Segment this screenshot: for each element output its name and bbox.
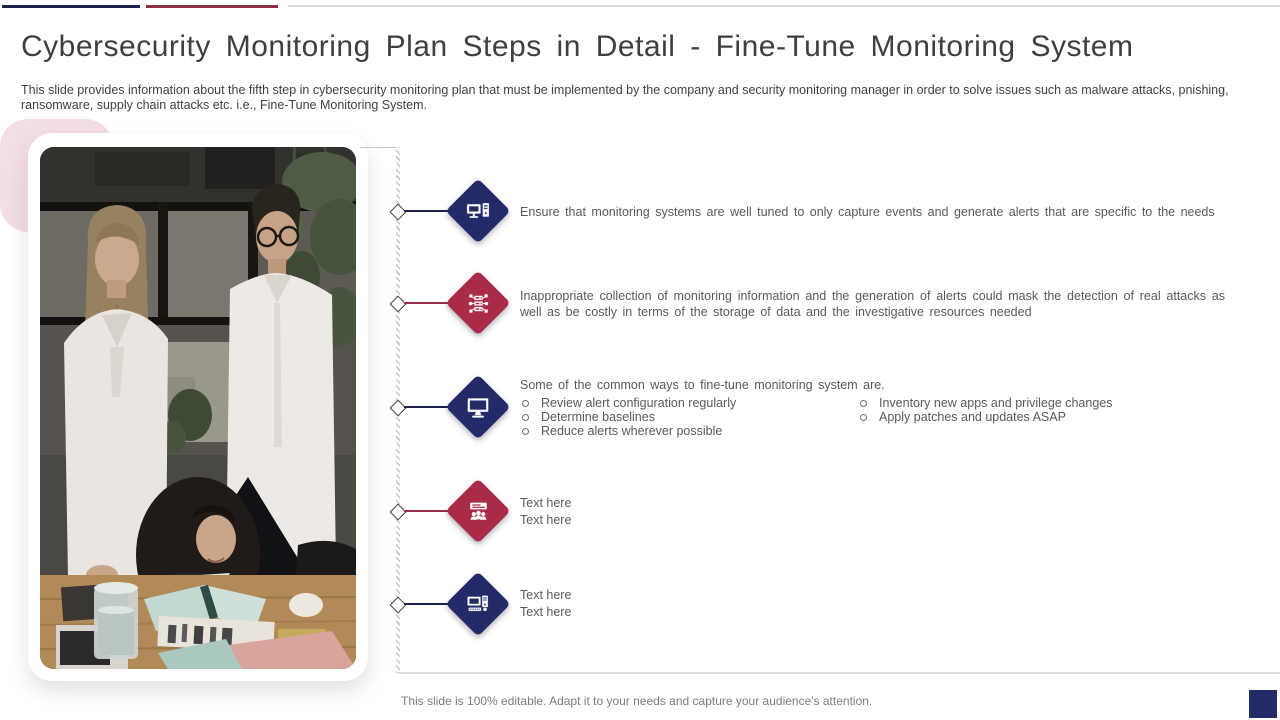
step-1-text: Ensure that monitoring systems are well tuned to only capture events and generate alerts that are specific to the needs [520,205,1215,219]
monitor-icon [455,384,501,430]
timeline-top-connector [360,147,397,148]
step-3-bullets-right [858,396,1158,424]
step-4-text [520,495,571,528]
placeholder-line: Text here [520,604,572,619]
accent-bar-navy [2,5,140,8]
placeholder-line: Text here [520,496,572,510]
photo-card [28,133,368,681]
timeline-marker-4 [390,504,407,521]
timeline-marker-5 [390,597,407,614]
step-5-diamond [445,571,510,636]
slide-description: This slide provides information about the fifth step in cybersecurity monitoring plan that must be implemented by the company and security monitoring manager in order to solve issues such as malware attacks, pnishing, ransomware, supply chain attacks etc. i.e., Fine-Tune Monitoring System. [21,83,1229,112]
bullet-item [520,396,850,410]
bullet-item [520,410,850,424]
bullet-text: Apply patches and updates ASAP [879,410,1066,424]
bullet-circle-icon [522,414,529,421]
bullet-item [858,410,1158,424]
step-4-diamond [445,478,510,543]
bullet-item [858,396,1158,410]
placeholder-line: Text here [520,512,572,527]
bullet-circle-icon [860,414,867,421]
step-2-diamond [445,270,510,335]
office-team-photo [40,147,356,669]
bullet-text: Reduce alerts wherever possible [541,424,723,438]
bullet-circle-icon [860,400,867,407]
timeline-marker-2 [390,296,407,313]
bullet-text: Inventory new apps and privilege changes [879,396,1113,410]
bullet-circle-icon [522,428,529,435]
step-2-text: Inappropriate collection of monitoring information and the generation of alerts could mask the detection of real attacks as well as be costly in terms of the storage of data and the investigative resources needed [520,289,1225,319]
desktop-computer-icon [455,188,501,234]
office-team-photo-illustration [40,147,356,669]
network-servers-icon [455,280,501,326]
step-3-bullets-left [520,396,850,438]
presentation-team-icon [455,488,501,534]
timeline-bottom-line [398,672,1280,674]
page-title: Cybersecurity Monitoring Plan Steps in Detail - Fine-Tune Monitoring System [21,30,1134,63]
bullet-text: Determine baselines [541,410,655,424]
accent-bar-gray [288,5,1280,7]
corner-accent-square [1249,690,1277,718]
desktop-workstation-icon [455,581,501,627]
step-3-heading: Some of the common ways to fine-tune monitoring system are. [520,378,885,392]
step-5-text [520,587,571,620]
placeholder-line: Text here [520,588,572,602]
timeline-marker-3 [390,400,407,417]
timeline-marker-1 [390,204,407,221]
bullet-circle-icon [522,400,529,407]
step-1-diamond [445,178,510,243]
accent-bar-red [146,5,278,8]
step-3-diamond [445,374,510,439]
bullet-item [520,424,850,438]
bullet-text: Review alert configuration regularly [541,396,737,410]
editable-note: This slide is 100% editable. Adapt it to your needs and capture your audience's attention. [401,694,873,708]
